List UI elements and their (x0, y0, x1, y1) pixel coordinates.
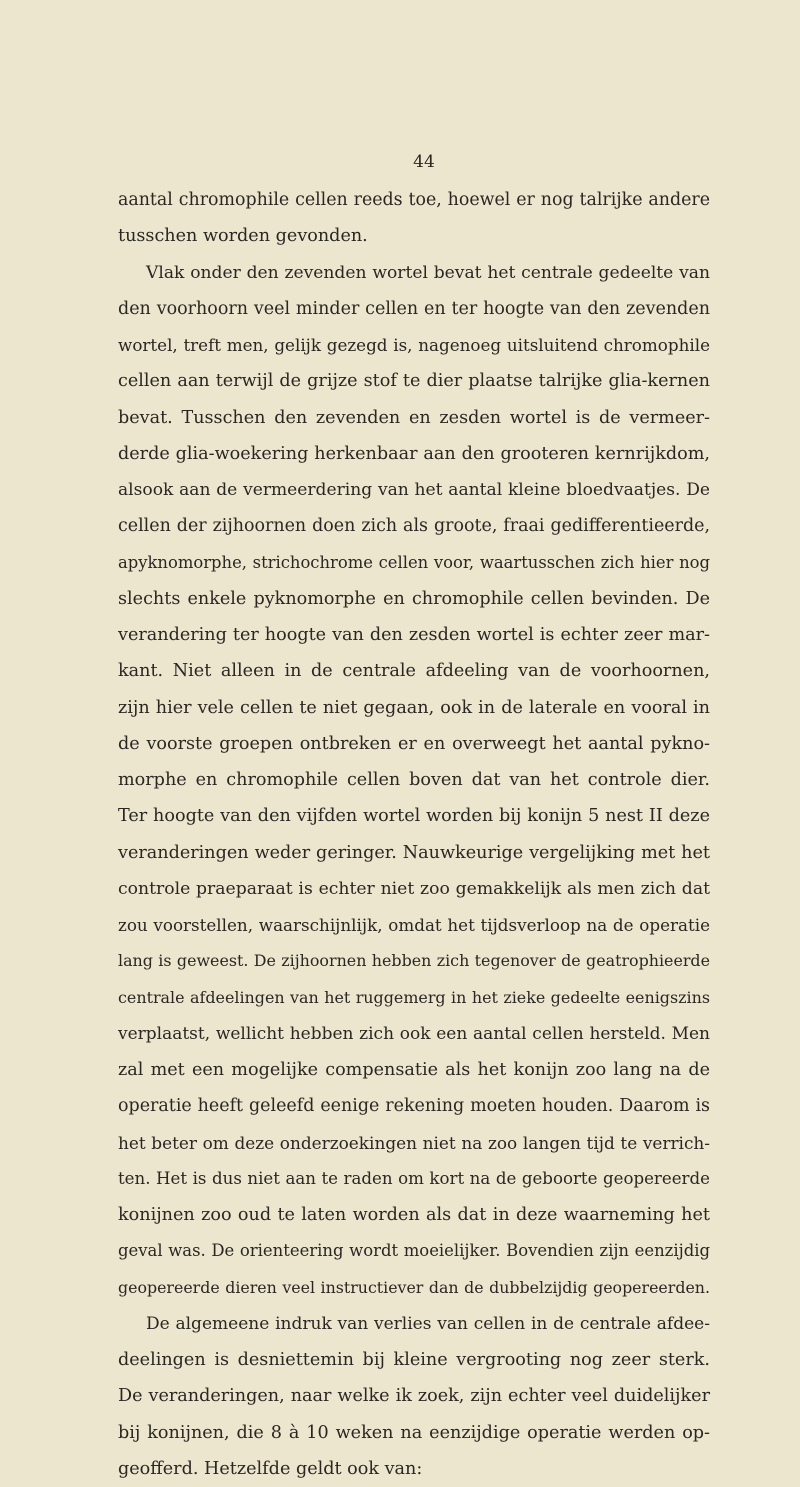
text-line: De algemeene indruk van verlies van cellen in de centrale afdee- (146, 1313, 710, 1334)
text-line: het beter om deze onderzoekingen niet na zoo langen tijd te verrich- (118, 1132, 710, 1153)
text-line: wortel, treft men, gelijk gezegd is, nagenoeg uitsluitend chromophile (118, 335, 710, 355)
text-line: Vlak onder den zevenden wortel bevat het centrale gedeelte van (146, 262, 710, 283)
text-line: operatie heeft geleefd eenige rekening moeten houden. Daarom is (118, 1096, 710, 1117)
text-line: Ter hoogte van den vijfden wortel worden bij konijn 5 nest II deze (118, 806, 710, 827)
text-line: controle praeparaat is echter niet zoo gemakkelijk als men zich dat (118, 878, 710, 899)
text-line: alsook aan de vermeerdering van het aantal kleine bloedvaatjes. De (118, 480, 710, 500)
text-line: lang is geweest. De zijhoornen hebben zich tegenover de geatrophieerde (118, 951, 710, 971)
text-line: aantal chromophile cellen reeds toe, hoewel er nog talrijke andere (118, 190, 710, 210)
text-line: apyknomorphe, strichochrome cellen voor, waartusschen zich hier nog (118, 552, 710, 572)
text-line: konijnen zoo oud te laten worden als dat in deze waarneming het (118, 1205, 710, 1225)
text-line: bij konijnen, die 8 à 10 weken na eenzijdige operatie werden op- (118, 1422, 710, 1443)
text-line: bevat. Tusschen den zevenden en zesden wortel is de vermeer- (118, 407, 710, 428)
text-line: geopereerde dieren veel instructiever dan de dubbelzijdig geopereerden. (118, 1277, 710, 1297)
text-line: zou voorstellen, waarschijnlijk, omdat het tijdsverloop na de operatie (118, 915, 710, 935)
text-line: veranderingen weder geringer. Nauwkeurige vergelijking met het (118, 842, 710, 863)
text-line: morphe en chromophile cellen boven dat van het controle dier. (118, 770, 710, 790)
text-line: De veranderingen, naar welke ik zoek, zijn echter veel duidelijker (118, 1386, 710, 1407)
text-line: de voorste groepen ontbreken er en overweegt het aantal pykno- (118, 733, 710, 754)
text-line: zal met een mogelijke compensatie als het konijn zoo lang na de (118, 1060, 710, 1080)
text-line: tusschen worden gevonden. (118, 226, 368, 247)
text-line: verplaatst, wellicht hebben zich ook een aantal cellen hersteld. Men (118, 1023, 710, 1044)
text-line: geval was. De orienteering wordt moeielijker. Bovendien zijn eenzijdig (118, 1241, 710, 1261)
text-line: derde glia-woekering herkenbaar aan den grooteren kernrijkdom, (118, 443, 710, 464)
text-line: cellen aan terwijl de grijze stof te dier plaatse talrijke glia-kernen (118, 371, 710, 392)
page-number: 44 (413, 152, 435, 172)
text-line: geofferd. Hetzelfde geldt ook van: (118, 1458, 423, 1479)
text-line: centrale afdeelingen van het ruggemerg in het zieke gedeelte eenigszins (118, 987, 710, 1007)
text-line: den voorhoorn veel minder cellen en ter hoogte van den zevenden (118, 298, 710, 319)
body-text (118, 182, 710, 1487)
text-line: deelingen is desniettemin bij kleine vergrooting nog zeer sterk. (118, 1350, 710, 1370)
text-line: verandering ter hoogte van den zesden wortel is echter zeer mar- (118, 625, 710, 645)
text-line: cellen der zijhoornen doen zich als groote, fraai gedifferentieerde, (118, 516, 710, 537)
text-line: zijn hier vele cellen te niet gegaan, ook in de laterale en vooral in (118, 697, 710, 718)
text-line: ten. Het is dus niet aan te raden om kort na de geboorte geopereerde (118, 1168, 710, 1188)
text-line: kant. Niet alleen in de centrale afdeeling van de voorhoornen, (118, 661, 710, 682)
text-line: slechts enkele pyknomorphe en chromophile cellen bevinden. De (118, 588, 710, 609)
